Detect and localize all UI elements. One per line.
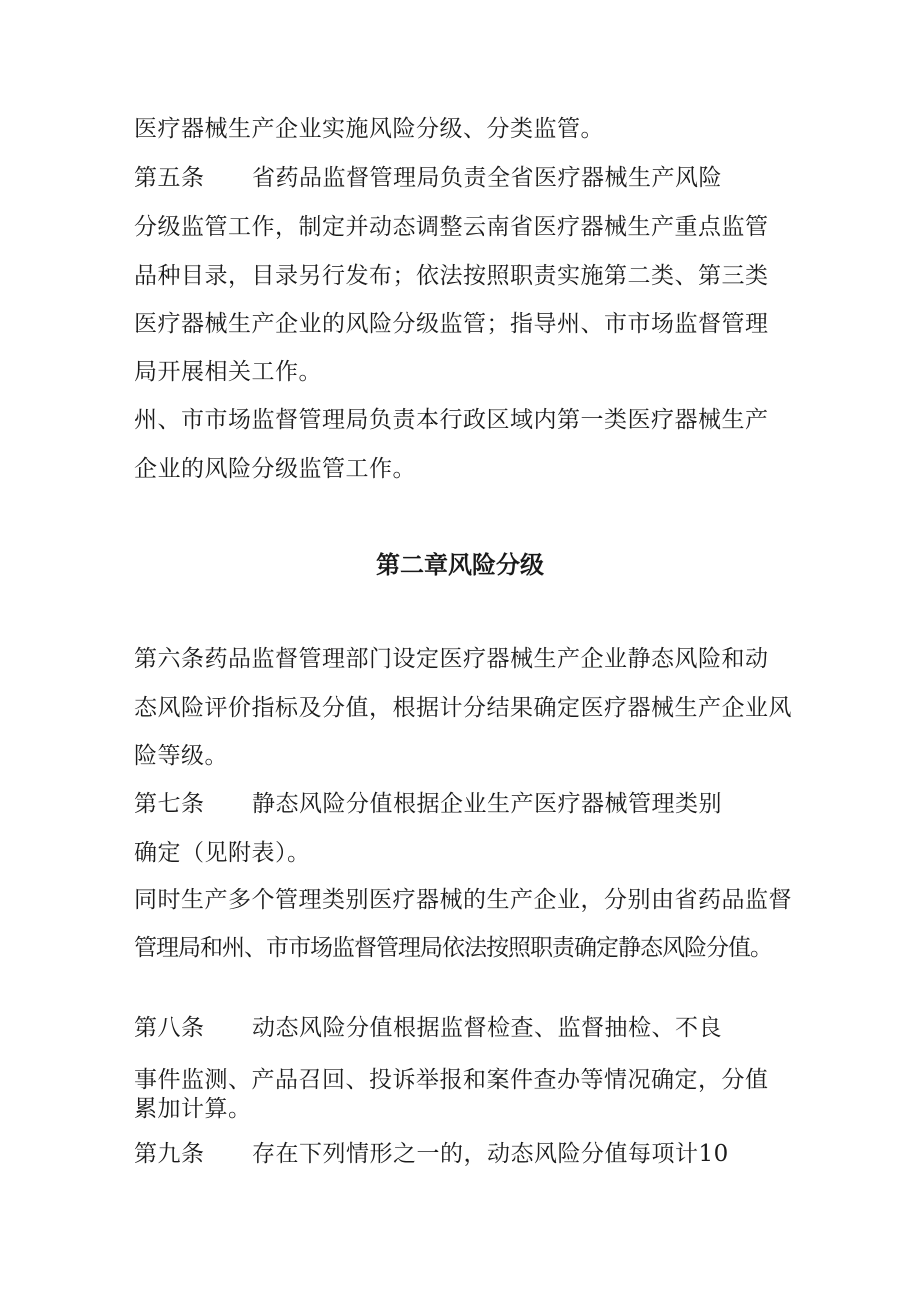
- article-9-heading: [134, 1139, 729, 1169]
- paragraph-line: 态风险评价指标及分值，根据计分结果确定医疗器械生产企业风: [134, 695, 792, 721]
- chapter-title: 第二章风险分级: [376, 551, 544, 579]
- article-text: 静态风险分值根据企业生产医疗器械管理类别: [252, 791, 722, 817]
- article-7-heading: [134, 789, 722, 819]
- paragraph-line: 第六条药品监督管理部门设定医疗器械生产企业静态风险和动: [134, 646, 769, 672]
- paragraph-line: 分级监管工作，制定并动态调整云南省医疗器械生产重点监管: [134, 214, 769, 240]
- article-label: 第九条: [134, 1141, 205, 1167]
- paragraph-line: 事件监测、产品召回、投诉举报和案件查办等情况确定，分值: [134, 1067, 769, 1093]
- paragraph-line: 医疗器械生产企业实施风险分级、分类监管。: [134, 116, 604, 142]
- paragraph-line: 企业的风险分级监管工作。: [134, 456, 416, 482]
- paragraph-line: 州、市市场监督管理局负责本行政区域内第一类医疗器械生产: [134, 407, 769, 433]
- article-label: 第五条: [134, 165, 205, 191]
- paragraph-line: 局开展相关工作。: [134, 359, 322, 385]
- paragraph-line: 险等级。: [134, 743, 228, 769]
- article-text: 动态风险分值根据监督检查、监督抽检、不良: [252, 1015, 722, 1041]
- paragraph-line: 管理局和州、市市场监督管理局依法按照职责确定静态风险分值。: [134, 935, 772, 961]
- article-text: 存在下列情形之一的，动态风险分值每项计10: [252, 1141, 729, 1167]
- paragraph-line: 确定（见附表）。: [134, 840, 311, 866]
- article-8-heading: [134, 1013, 722, 1043]
- article-5-heading: [134, 163, 722, 193]
- article-label: 第七条: [134, 791, 205, 817]
- paragraph-line: 品种目录，目录另行发布；依法按照职责实施第二类、第三类: [134, 263, 769, 289]
- article-label: 第八条: [134, 1015, 205, 1041]
- paragraph-line: 同时生产多个管理类别医疗器械的生产企业，分别由省药品监督: [134, 887, 792, 913]
- article-text: 省药品监督管理局负责全省医疗器械生产风险: [252, 165, 722, 191]
- paragraph-line: 医疗器械生产企业的风险分级监管；指导州、市市场监督管理: [134, 311, 769, 337]
- paragraph-line: 累加计算。: [134, 1096, 252, 1122]
